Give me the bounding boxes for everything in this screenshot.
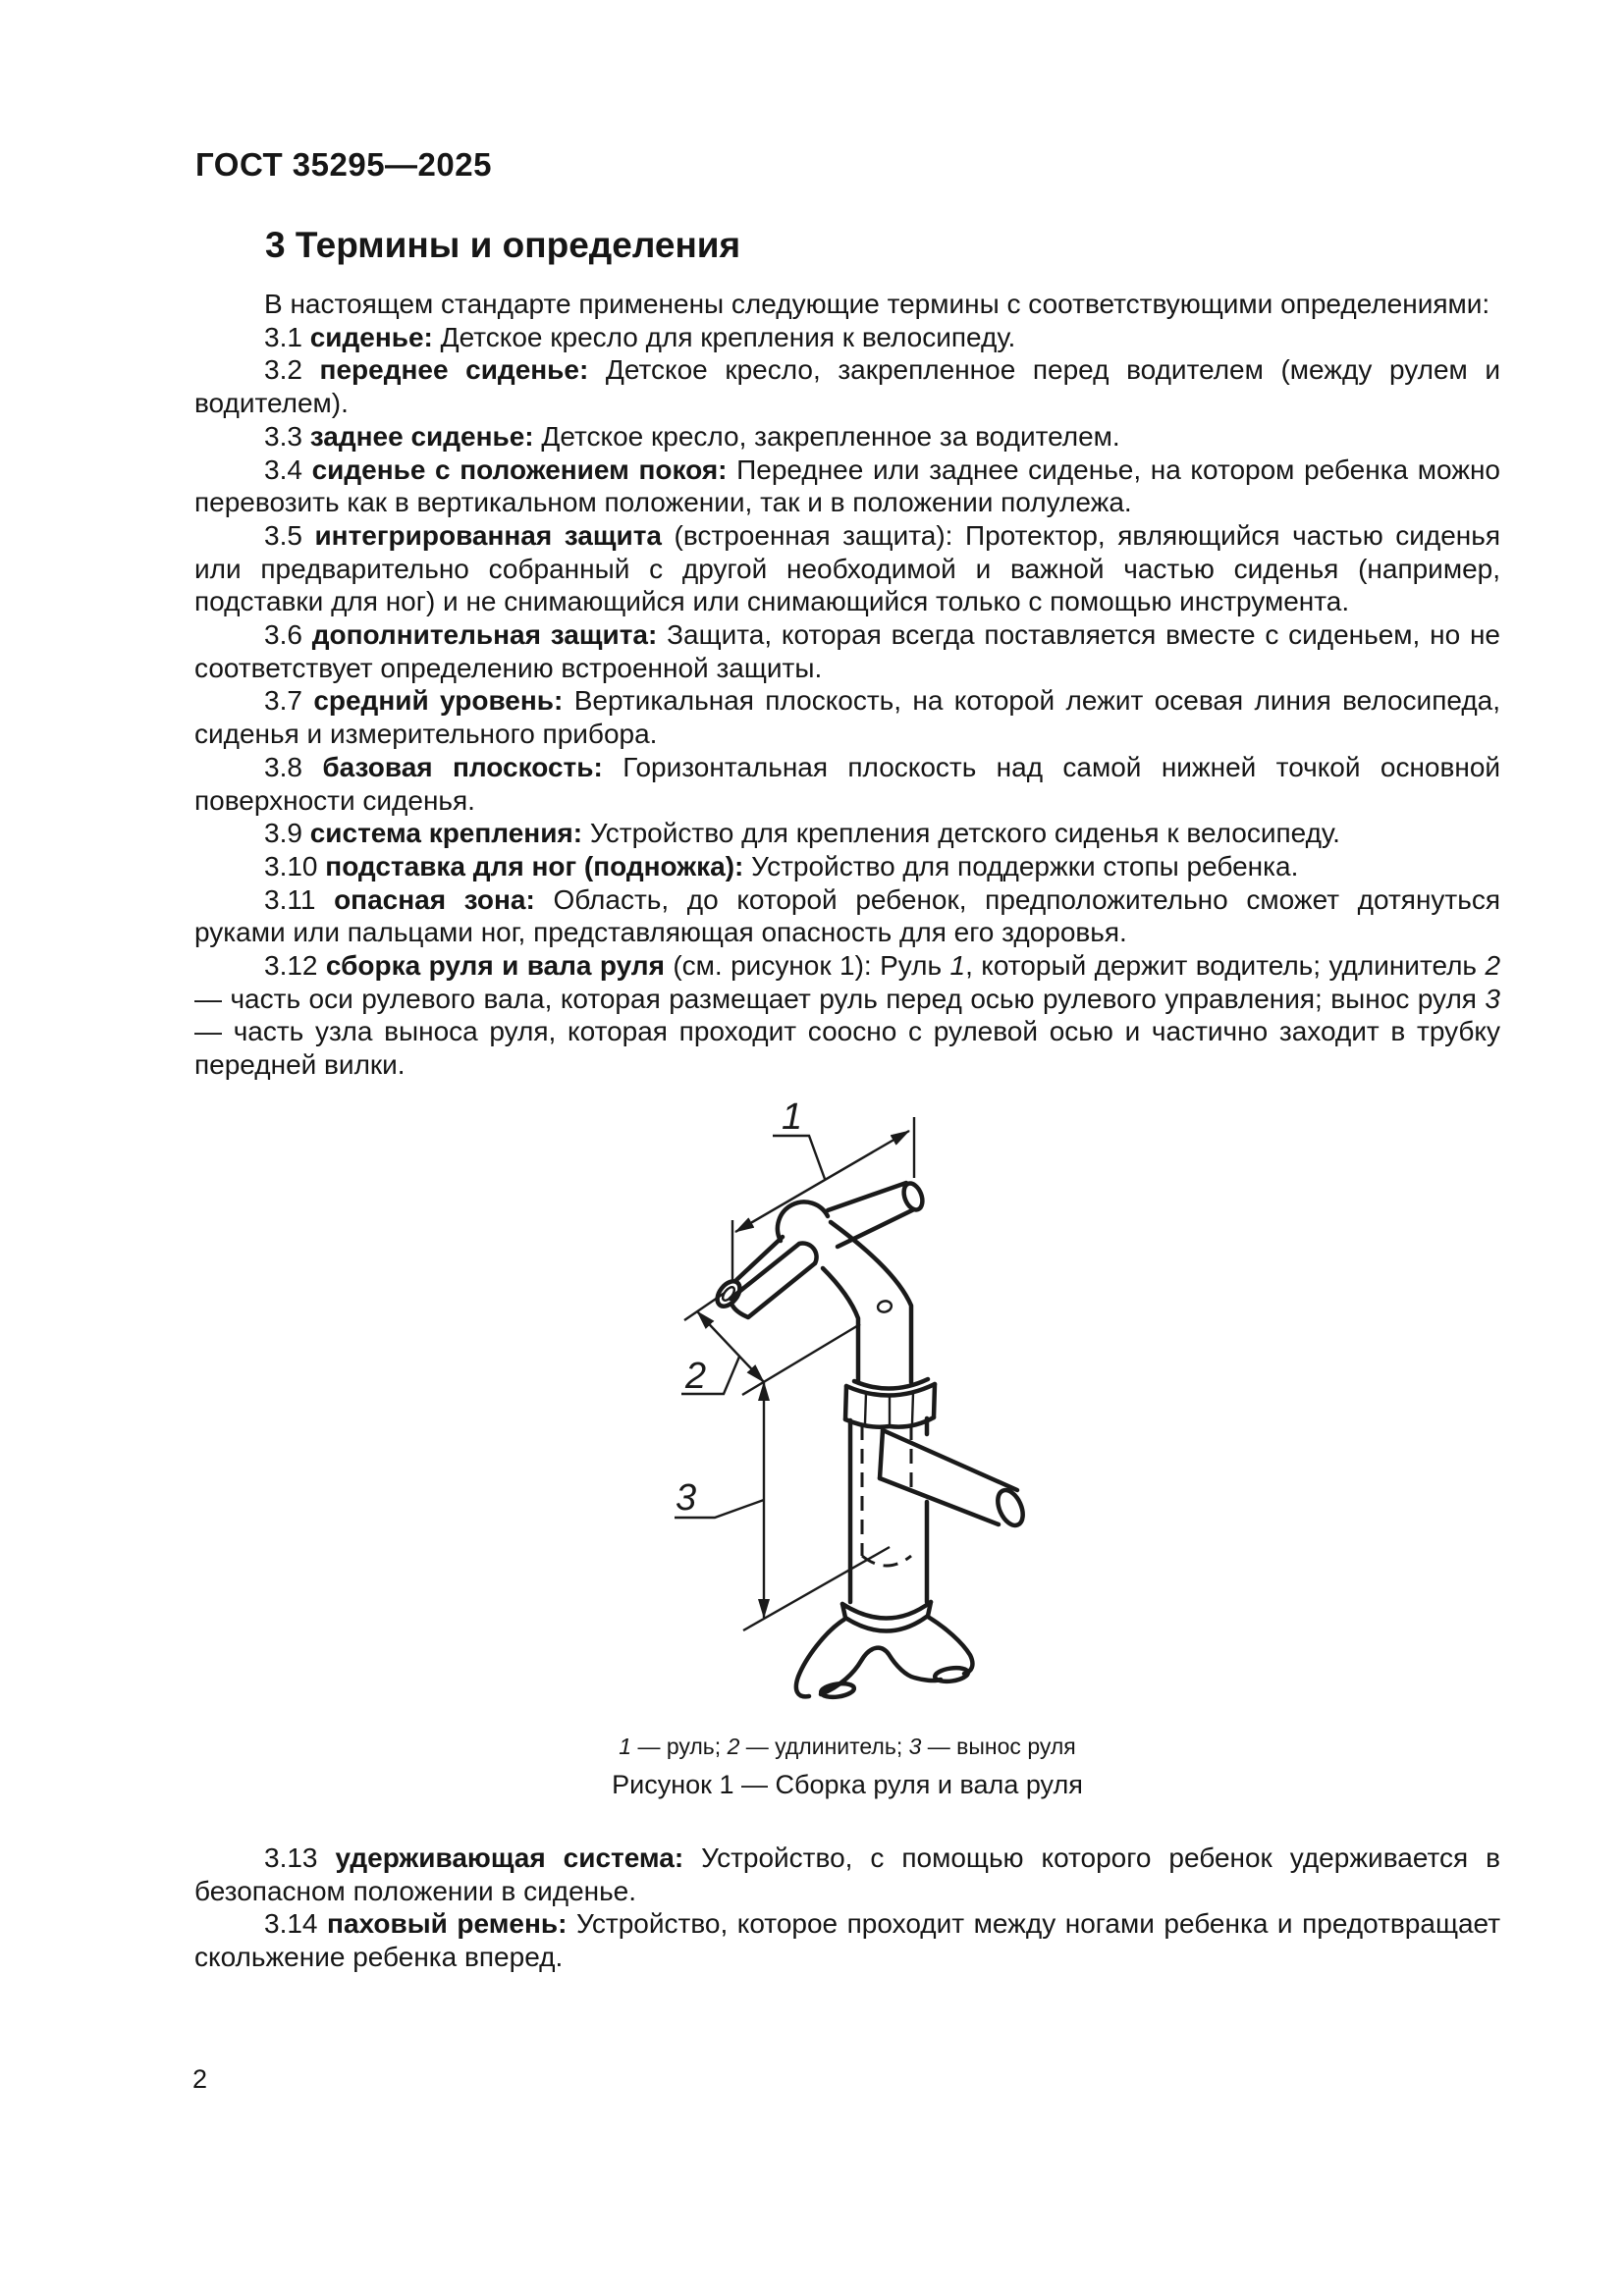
term-3-2: 3.2 переднее сиденье: Детское кресло, закрепленное перед водителем (между рулем и водителем). (194, 354, 1501, 419)
callout-label-3: 3 (676, 1477, 697, 1519)
term-3-9: 3.9 система крепления: Устройство для крепления детского сиденья к велосипеду. (264, 818, 1340, 849)
callout-label-2: 2 (685, 1356, 707, 1397)
handlebar-stem-diagram (579, 1060, 1110, 1747)
terms-text-block-bottom (194, 1842, 1500, 1974)
figure-caption: Рисунок 1 — Сборка руля и вала руля (612, 1770, 1083, 1799)
term-3-7: 3.7 средний уровень: Вертикальная плоскость, на которой лежит осевая линия велосипеда, сиденья и измерительного прибора. (194, 685, 1501, 750)
extension-tube-outline (880, 1430, 1028, 1529)
callout-label-1: 1 (782, 1096, 803, 1138)
terms-text-block (194, 288, 1500, 1082)
term-3-11: 3.11 опасная зона: Область, до которой ребенок, предположительно сможет дотянуться руками или пальцами ног, представляющая опасность для его здоровья. (194, 883, 1501, 948)
term-3-12: 3.12 сборка руля и вала руля (см. рисунок 1): Руль 1, который держит водитель; удлинитель 2 — часть оси рулевого вала, которая размещает руль перед осью рулевого управления; вынос руля 3 — часть узла выноса руля, которая проходит соосно с рулевой осью и частично заходит в трубку передней вилки. (194, 950, 1501, 1081)
figure-1-drawing (579, 1060, 1110, 1747)
section-title: 3 Термины и определения (265, 225, 741, 265)
term-3-5: 3.5 интегрированная защита (встроенная защита): Протектор, являющийся частью сиденья или предварительно собранный с другой необходимой и важной частью сиденья (например, подставки для ног) и не снимающийся или снимающийся только с помощью инструмента. (194, 519, 1500, 617)
fork-crown-outline (796, 1602, 973, 1699)
term-3-1: 3.1 сиденье: Детское кресло для крепления к велосипеду. (264, 321, 1016, 352)
term-3-13: 3.13 удерживающая система: Устройство, с помощью которого ребенок удерживается в безопасном положении в сиденье. (194, 1842, 1500, 1906)
locknut-outline (845, 1379, 935, 1427)
term-3-14: 3.14 паховый ремень: Устройство, которое проходит между ногами ребенка и предотвращает скольжение ребенка вперед. (194, 1908, 1501, 1973)
page-number: 2 (192, 2064, 208, 2094)
figure-key-line: 1 — руль; 2 — удлинитель; 3 — вынос руля (619, 1734, 1076, 1759)
dimension-line-2 (681, 1293, 860, 1395)
term-3-3: 3.3 заднее сиденье: Детское кресло, закрепленное за водителем. (264, 420, 1120, 452)
dimension-line-3 (675, 1382, 890, 1630)
term-3-4: 3.4 сиденье с положением покоя: Переднее или заднее сиденье, на котором ребенка можно перевозить как в вертикальном положении, так и в положении полулежа. (194, 454, 1500, 518)
intro-paragraph: В настоящем стандарте применены следующие термины с соответствующими определениями: (264, 289, 1490, 319)
term-3-8: 3.8 базовая плоскость: Горизонтальная плоскость над самой нижней точкой основной поверхности сиденья. (194, 751, 1501, 816)
standard-code-header: ГОСТ 35295—2025 (195, 146, 492, 183)
term-3-6: 3.6 дополнительная защита: Защита, которая всегда поставляется вместе с сиденьем, но не соответствует определению встроенной защиты. (194, 619, 1500, 683)
handlebar-outline (713, 1181, 926, 1317)
term-3-10: 3.10 подставка для ног (подножка): Устройство для поддержки стопы ребенка. (264, 850, 1299, 881)
